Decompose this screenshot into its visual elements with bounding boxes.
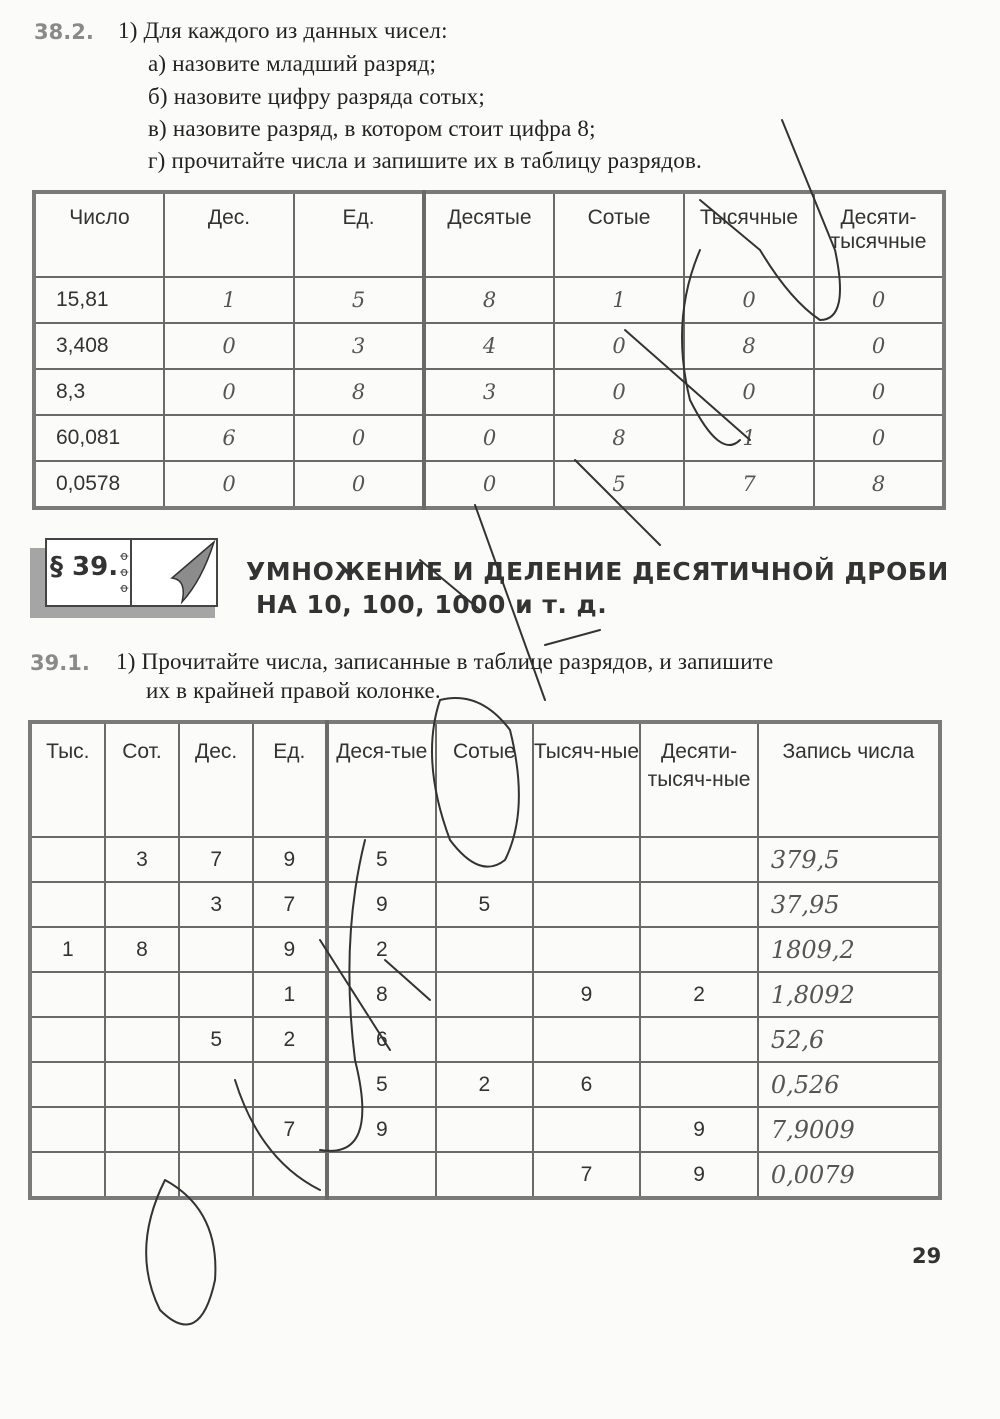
- header-hundredths: Сотые: [554, 192, 684, 277]
- answer-cell[interactable]: 8: [684, 323, 814, 369]
- section-badge: [30, 538, 215, 618]
- digit-cell: [30, 972, 105, 1017]
- digit-cell: 6: [327, 1017, 436, 1062]
- table-row: [34, 323, 944, 369]
- answer-cell[interactable]: 7,9009: [758, 1107, 940, 1152]
- header-tenths: Десятые: [424, 192, 554, 277]
- answer-cell[interactable]: 8: [814, 461, 944, 508]
- digit-cell: [30, 1062, 105, 1107]
- spiral-rings-icon: ꝋ ꝋ ꝋ: [120, 549, 129, 595]
- digit-cell: [436, 1107, 533, 1152]
- digit-cell: 6: [533, 1062, 641, 1107]
- place-value-table-38-2: [32, 190, 946, 510]
- digit-cell: [30, 882, 105, 927]
- table-row: [30, 837, 940, 882]
- digit-cell: [640, 837, 758, 882]
- answer-cell[interactable]: 0: [814, 415, 944, 461]
- digit-cell: 1: [30, 927, 105, 972]
- header-hundredths: Сотые: [436, 722, 533, 837]
- digit-cell: [533, 837, 641, 882]
- page-curl-icon: [132, 540, 216, 605]
- header-units: Ед.: [294, 192, 424, 277]
- answer-cell[interactable]: 5: [554, 461, 684, 508]
- digit-cell: 5: [179, 1017, 253, 1062]
- digit-cell: 9: [253, 927, 327, 972]
- digit-cell: 9: [533, 972, 641, 1017]
- answer-cell[interactable]: 1: [164, 277, 294, 323]
- page-number: 29: [912, 1244, 942, 1268]
- digit-cell: [533, 1107, 641, 1152]
- exercise-38-2-item-g: г) прочитайте числа и запишите их в таблицу разрядов.: [148, 148, 702, 173]
- row-number: 3,408: [34, 323, 164, 369]
- digit-cell: 5: [327, 1062, 436, 1107]
- digit-cell: [533, 927, 641, 972]
- answer-cell[interactable]: 3: [294, 323, 424, 369]
- digit-cell: [179, 1062, 253, 1107]
- digit-cell: 7: [533, 1152, 641, 1198]
- header-units: Ед.: [253, 722, 327, 837]
- exercise-39-1-line-1: 1) Прочитайте числа, записанные в таблице разрядов, и запишите: [116, 649, 774, 674]
- digit-cell: 5: [436, 882, 533, 927]
- digit-cell: [436, 837, 533, 882]
- header-number-record: Запись числа: [758, 722, 940, 837]
- digit-cell: 9: [640, 1107, 758, 1152]
- header-ten-thousandths: Десяти-тысячные: [814, 192, 944, 277]
- row-number: 60,081: [34, 415, 164, 461]
- digit-cell: 2: [253, 1017, 327, 1062]
- digit-cell: [640, 882, 758, 927]
- answer-cell[interactable]: 0: [164, 461, 294, 508]
- digit-cell: [105, 1152, 180, 1198]
- answer-cell[interactable]: 0: [684, 277, 814, 323]
- exercise-39-1-line-2: их в крайней правой колонке.: [146, 678, 441, 703]
- digit-cell: 3: [179, 882, 253, 927]
- answer-cell[interactable]: 1: [684, 415, 814, 461]
- digit-cell: [30, 1017, 105, 1062]
- digit-cell: [179, 927, 253, 972]
- table-row: [30, 882, 940, 927]
- answer-cell[interactable]: 8: [294, 369, 424, 415]
- digit-cell: 9: [253, 837, 327, 882]
- table-row: [34, 277, 944, 323]
- exercise-38-2-item-a: а) назовите младший разряд;: [148, 51, 437, 76]
- answer-cell[interactable]: 0: [164, 323, 294, 369]
- digit-cell: [640, 927, 758, 972]
- digit-cell: 5: [327, 837, 436, 882]
- header-thousandths: Тысяч-ные: [533, 722, 641, 837]
- digit-cell: [179, 1152, 253, 1198]
- exercise-38-2-intro: 1) Для каждого из данных чисел:: [118, 18, 448, 43]
- digit-cell: [533, 1017, 641, 1062]
- digit-cell: 2: [436, 1062, 533, 1107]
- digit-cell: 2: [327, 927, 436, 972]
- digit-cell: [253, 1152, 327, 1198]
- answer-cell[interactable]: 0: [684, 369, 814, 415]
- exercise-number-38-2: 38.2.: [34, 20, 94, 44]
- header-thousandths: Тысячные: [684, 192, 814, 277]
- section-number: § 39.: [50, 552, 119, 582]
- answer-cell[interactable]: 0: [814, 323, 944, 369]
- answer-cell[interactable]: 1: [554, 277, 684, 323]
- row-number: 8,3: [34, 369, 164, 415]
- answer-cell[interactable]: 0: [424, 461, 554, 508]
- section-title-line-1: УМНОЖЕНИЕ И ДЕЛЕНИЕ ДЕСЯТИЧНОЙ ДРОБИ: [246, 557, 949, 586]
- digit-cell: [436, 1152, 533, 1198]
- digit-cell: [30, 837, 105, 882]
- digit-cell: [105, 972, 180, 1017]
- digit-cell: 7: [253, 882, 327, 927]
- answer-cell[interactable]: 8: [554, 415, 684, 461]
- answer-cell[interactable]: 0: [814, 369, 944, 415]
- digit-cell: [105, 1017, 180, 1062]
- table-header-row: [30, 722, 940, 837]
- answer-cell[interactable]: 8: [424, 277, 554, 323]
- answer-cell[interactable]: 0,0079: [758, 1152, 940, 1198]
- header-hundreds: Сот.: [105, 722, 180, 837]
- digit-cell: 3: [105, 837, 180, 882]
- digit-cell: [533, 882, 641, 927]
- table-row: [30, 927, 940, 972]
- table-row: [30, 1152, 940, 1198]
- table-row: [30, 1017, 940, 1062]
- answer-cell[interactable]: 5: [294, 277, 424, 323]
- table-row: [34, 415, 944, 461]
- answer-cell[interactable]: 6: [164, 415, 294, 461]
- header-tenths: Деся-тые: [327, 722, 436, 837]
- header-number: Число: [34, 192, 164, 277]
- digit-cell: [436, 972, 533, 1017]
- answer-cell[interactable]: 0: [294, 415, 424, 461]
- answer-cell[interactable]: 0: [814, 277, 944, 323]
- answer-cell[interactable]: 52,6: [758, 1017, 940, 1062]
- table-row: [30, 972, 940, 1017]
- answer-cell[interactable]: 0,526: [758, 1062, 940, 1107]
- digit-cell: [436, 1017, 533, 1062]
- answer-cell[interactable]: 0: [164, 369, 294, 415]
- badge-right-page: [130, 538, 218, 607]
- header-ten-thousandths: Десяти-тысяч-ные: [640, 722, 758, 837]
- answer-cell[interactable]: 0: [424, 415, 554, 461]
- exercise-38-2-item-v: в) назовите разряд, в котором стоит цифра 8;: [148, 116, 596, 141]
- section-title-line-2: НА 10, 100, 1000 и т. д.: [256, 590, 608, 619]
- answer-cell[interactable]: 0: [294, 461, 424, 508]
- exercise-number-39-1: 39.1.: [30, 651, 90, 675]
- digit-cell: 2: [640, 972, 758, 1017]
- digit-cell: [179, 1107, 253, 1152]
- table-row: [30, 1107, 940, 1152]
- digit-cell: [30, 1107, 105, 1152]
- digit-cell: [436, 927, 533, 972]
- answer-cell[interactable]: 0: [554, 369, 684, 415]
- answer-cell[interactable]: 4: [424, 323, 554, 369]
- digit-cell: 8: [105, 927, 180, 972]
- row-number: 15,81: [34, 277, 164, 323]
- exercise-38-2-item-b: б) назовите цифру разряда сотых;: [148, 84, 485, 109]
- digit-cell: 7: [253, 1107, 327, 1152]
- table-row: [34, 369, 944, 415]
- digit-cell: 8: [327, 972, 436, 1017]
- digit-cell: [105, 1062, 180, 1107]
- answer-cell[interactable]: 1,8092: [758, 972, 940, 1017]
- answer-cell[interactable]: 0: [554, 323, 684, 369]
- place-value-table-39-1: [28, 720, 942, 1200]
- answer-cell[interactable]: 3: [424, 369, 554, 415]
- table-row: [30, 1062, 940, 1107]
- digit-cell: 7: [179, 837, 253, 882]
- digit-cell: 9: [327, 882, 436, 927]
- digit-cell: 9: [327, 1107, 436, 1152]
- answer-cell[interactable]: 7: [684, 461, 814, 508]
- digit-cell: 9: [640, 1152, 758, 1198]
- digit-cell: [179, 972, 253, 1017]
- digit-cell: [30, 1152, 105, 1198]
- digit-cell: 1: [253, 972, 327, 1017]
- answer-cell[interactable]: 1809,2: [758, 927, 940, 972]
- header-tens: Дес.: [164, 192, 294, 277]
- digit-cell: [105, 882, 180, 927]
- row-number: 0,0578: [34, 461, 164, 508]
- header-tens: Дес.: [179, 722, 253, 837]
- digit-cell: [640, 1062, 758, 1107]
- digit-cell: [253, 1062, 327, 1107]
- digit-cell: [640, 1017, 758, 1062]
- digit-cell: [105, 1107, 180, 1152]
- answer-cell[interactable]: 37,95: [758, 882, 940, 927]
- header-thousands: Тыс.: [30, 722, 105, 837]
- answer-cell[interactable]: 379,5: [758, 837, 940, 882]
- table-row: [34, 461, 944, 508]
- table-header-row: [34, 192, 944, 277]
- digit-cell: [327, 1152, 436, 1198]
